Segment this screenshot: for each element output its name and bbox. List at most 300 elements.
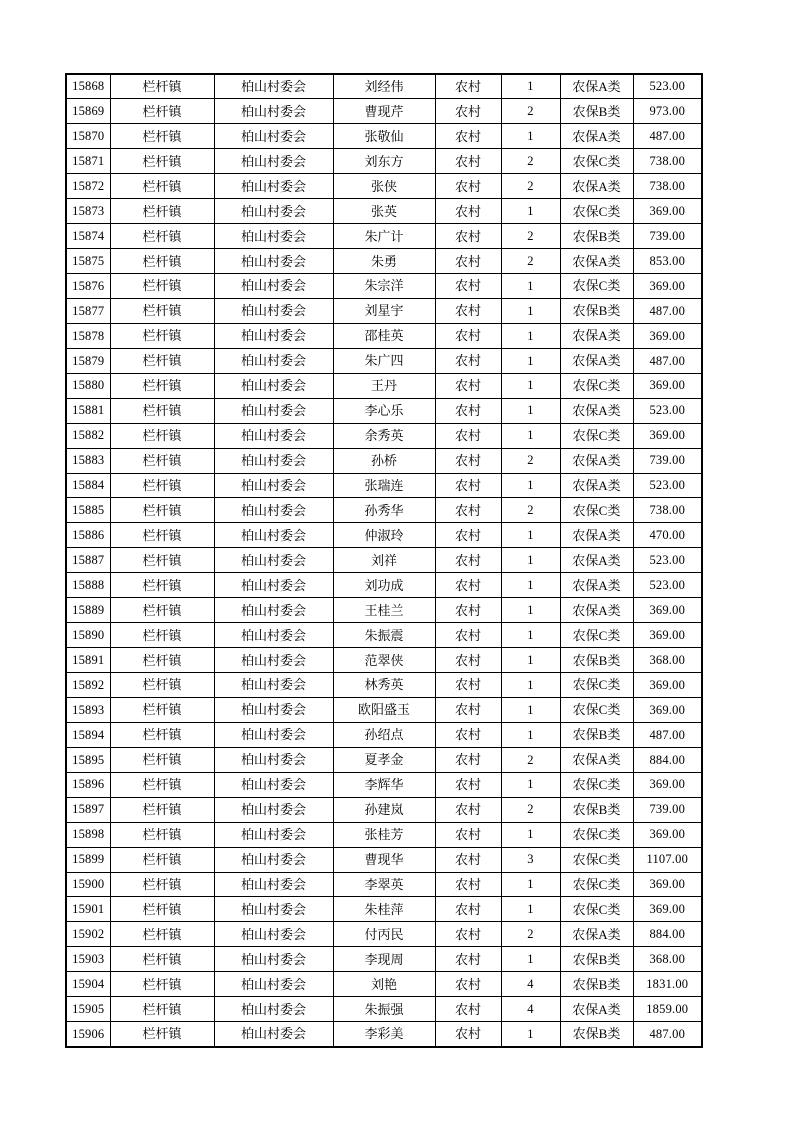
cell-person-name: 孙绍点: [333, 722, 435, 747]
cell-town: 栏杆镇: [110, 149, 214, 174]
cell-amount: 369.00: [633, 373, 702, 398]
cell-amount: 369.00: [633, 673, 702, 698]
cell-village-committee: 柏山村委会: [214, 997, 333, 1022]
cell-person-count: 2: [501, 149, 560, 174]
cell-person-count: 1: [501, 772, 560, 797]
cell-person-name: 朱广计: [333, 224, 435, 249]
cell-person-count: 1: [501, 523, 560, 548]
cell-person-count: 2: [501, 922, 560, 947]
cell-household-type: 农村: [435, 922, 501, 947]
cell-village-committee: 柏山村委会: [214, 124, 333, 149]
cell-person-count: 1: [501, 423, 560, 448]
cell-amount: 884.00: [633, 747, 702, 772]
cell-village-committee: 柏山村委会: [214, 747, 333, 772]
cell-person-count: 1: [501, 348, 560, 373]
cell-sequence-number: 15894: [66, 722, 110, 747]
cell-sequence-number: 15877: [66, 298, 110, 323]
cell-insurance-category: 农保A类: [560, 348, 633, 373]
cell-amount: 487.00: [633, 1022, 702, 1047]
cell-town: 栏杆镇: [110, 747, 214, 772]
cell-amount: 523.00: [633, 573, 702, 598]
cell-village-committee: 柏山村委会: [214, 872, 333, 897]
cell-household-type: 农村: [435, 722, 501, 747]
cell-person-name: 曹现华: [333, 847, 435, 872]
cell-insurance-category: 农保A类: [560, 473, 633, 498]
cell-household-type: 农村: [435, 323, 501, 348]
cell-village-committee: 柏山村委会: [214, 548, 333, 573]
table-row: [66, 673, 702, 698]
cell-person-count: 1: [501, 573, 560, 598]
cell-person-name: 张瑞连: [333, 473, 435, 498]
cell-insurance-category: 农保C类: [560, 897, 633, 922]
cell-person-count: 1: [501, 648, 560, 673]
cell-person-name: 夏孝金: [333, 747, 435, 772]
cell-town: 栏杆镇: [110, 648, 214, 673]
cell-insurance-category: 农保A类: [560, 523, 633, 548]
cell-town: 栏杆镇: [110, 298, 214, 323]
cell-town: 栏杆镇: [110, 423, 214, 448]
cell-insurance-category: 农保B类: [560, 648, 633, 673]
table-row: [66, 548, 702, 573]
cell-person-name: 刘经伟: [333, 74, 435, 99]
cell-person-count: 1: [501, 697, 560, 722]
cell-town: 栏杆镇: [110, 897, 214, 922]
cell-household-type: 农村: [435, 448, 501, 473]
cell-sequence-number: 15906: [66, 1022, 110, 1047]
cell-household-type: 农村: [435, 423, 501, 448]
cell-person-count: 1: [501, 822, 560, 847]
table-row: [66, 997, 702, 1022]
cell-person-count: 2: [501, 797, 560, 822]
cell-household-type: 农村: [435, 697, 501, 722]
cell-amount: 369.00: [633, 772, 702, 797]
cell-person-count: 1: [501, 274, 560, 299]
cell-insurance-category: 农保C类: [560, 872, 633, 897]
cell-household-type: 农村: [435, 822, 501, 847]
table-row: [66, 124, 702, 149]
table-row: [66, 897, 702, 922]
table-row: [66, 373, 702, 398]
cell-town: 栏杆镇: [110, 174, 214, 199]
cell-sequence-number: 15872: [66, 174, 110, 199]
cell-household-type: 农村: [435, 648, 501, 673]
cell-town: 栏杆镇: [110, 523, 214, 548]
cell-household-type: 农村: [435, 298, 501, 323]
cell-person-count: 3: [501, 847, 560, 872]
cell-person-name: 刘东方: [333, 149, 435, 174]
cell-town: 栏杆镇: [110, 498, 214, 523]
cell-household-type: 农村: [435, 623, 501, 648]
cell-person-count: 2: [501, 448, 560, 473]
cell-insurance-category: 农保A类: [560, 922, 633, 947]
cell-sequence-number: 15869: [66, 99, 110, 124]
table-row: [66, 847, 702, 872]
cell-amount: 1859.00: [633, 997, 702, 1022]
cell-person-count: 1: [501, 722, 560, 747]
cell-amount: 853.00: [633, 249, 702, 274]
cell-town: 栏杆镇: [110, 847, 214, 872]
cell-sequence-number: 15873: [66, 199, 110, 224]
cell-village-committee: 柏山村委会: [214, 224, 333, 249]
cell-town: 栏杆镇: [110, 872, 214, 897]
cell-person-name: 仲淑玲: [333, 523, 435, 548]
cell-person-name: 范翠侠: [333, 648, 435, 673]
cell-village-committee: 柏山村委会: [214, 323, 333, 348]
cell-household-type: 农村: [435, 199, 501, 224]
cell-person-count: 1: [501, 548, 560, 573]
table-row: [66, 722, 702, 747]
cell-household-type: 农村: [435, 99, 501, 124]
cell-village-committee: 柏山村委会: [214, 274, 333, 299]
cell-household-type: 农村: [435, 997, 501, 1022]
cell-person-name: 张桂芳: [333, 822, 435, 847]
cell-amount: 369.00: [633, 623, 702, 648]
cell-insurance-category: 农保A类: [560, 598, 633, 623]
cell-person-name: 朱广四: [333, 348, 435, 373]
cell-person-count: 1: [501, 323, 560, 348]
cell-amount: 884.00: [633, 922, 702, 947]
cell-person-count: 1: [501, 598, 560, 623]
table-row: [66, 598, 702, 623]
cell-insurance-category: 农保C类: [560, 423, 633, 448]
table-body: [66, 74, 702, 1047]
table-row: [66, 398, 702, 423]
cell-household-type: 农村: [435, 1022, 501, 1047]
cell-insurance-category: 农保A类: [560, 124, 633, 149]
table-row: [66, 872, 702, 897]
cell-village-committee: 柏山村委会: [214, 74, 333, 99]
cell-amount: 369.00: [633, 323, 702, 348]
cell-village-committee: 柏山村委会: [214, 573, 333, 598]
cell-amount: 1831.00: [633, 972, 702, 997]
cell-village-committee: 柏山村委会: [214, 473, 333, 498]
cell-town: 栏杆镇: [110, 398, 214, 423]
cell-person-name: 余秀英: [333, 423, 435, 448]
table-row: [66, 922, 702, 947]
cell-village-committee: 柏山村委会: [214, 298, 333, 323]
cell-person-name: 王桂兰: [333, 598, 435, 623]
cell-household-type: 农村: [435, 847, 501, 872]
cell-insurance-category: 农保A类: [560, 997, 633, 1022]
cell-person-count: 2: [501, 224, 560, 249]
cell-household-type: 农村: [435, 947, 501, 972]
cell-town: 栏杆镇: [110, 922, 214, 947]
cell-person-name: 张英: [333, 199, 435, 224]
cell-village-committee: 柏山村委会: [214, 897, 333, 922]
cell-village-committee: 柏山村委会: [214, 722, 333, 747]
cell-person-count: 4: [501, 972, 560, 997]
cell-person-name: 朱振强: [333, 997, 435, 1022]
table-row: [66, 747, 702, 772]
cell-village-committee: 柏山村委会: [214, 673, 333, 698]
cell-sequence-number: 15899: [66, 847, 110, 872]
cell-sequence-number: 15871: [66, 149, 110, 174]
cell-sequence-number: 15878: [66, 323, 110, 348]
cell-town: 栏杆镇: [110, 99, 214, 124]
cell-sequence-number: 15900: [66, 872, 110, 897]
cell-person-count: 1: [501, 1022, 560, 1047]
cell-person-count: 1: [501, 124, 560, 149]
cell-sequence-number: 15868: [66, 74, 110, 99]
cell-person-name: 刘祥: [333, 548, 435, 573]
cell-household-type: 农村: [435, 972, 501, 997]
cell-amount: 369.00: [633, 697, 702, 722]
cell-person-name: 李翠英: [333, 872, 435, 897]
cell-household-type: 农村: [435, 523, 501, 548]
cell-town: 栏杆镇: [110, 623, 214, 648]
cell-insurance-category: 农保A类: [560, 548, 633, 573]
cell-village-committee: 柏山村委会: [214, 972, 333, 997]
table-row: [66, 298, 702, 323]
cell-household-type: 农村: [435, 797, 501, 822]
cell-person-name: 朱宗洋: [333, 274, 435, 299]
cell-sequence-number: 15901: [66, 897, 110, 922]
cell-person-name: 刘功成: [333, 573, 435, 598]
cell-village-committee: 柏山村委会: [214, 1022, 333, 1047]
cell-town: 栏杆镇: [110, 598, 214, 623]
cell-household-type: 农村: [435, 74, 501, 99]
table-row: [66, 74, 702, 99]
cell-household-type: 农村: [435, 249, 501, 274]
cell-town: 栏杆镇: [110, 573, 214, 598]
cell-town: 栏杆镇: [110, 323, 214, 348]
cell-household-type: 农村: [435, 274, 501, 299]
cell-person-count: 2: [501, 747, 560, 772]
cell-village-committee: 柏山村委会: [214, 772, 333, 797]
cell-village-committee: 柏山村委会: [214, 623, 333, 648]
cell-person-name: 刘星宇: [333, 298, 435, 323]
cell-insurance-category: 农保C类: [560, 673, 633, 698]
cell-amount: 739.00: [633, 797, 702, 822]
cell-insurance-category: 农保C类: [560, 847, 633, 872]
cell-insurance-category: 农保B类: [560, 722, 633, 747]
cell-person-name: 孙桥: [333, 448, 435, 473]
table-row: [66, 772, 702, 797]
table-row: [66, 1022, 702, 1047]
cell-insurance-category: 农保C类: [560, 373, 633, 398]
cell-town: 栏杆镇: [110, 772, 214, 797]
table-row: [66, 697, 702, 722]
cell-town: 栏杆镇: [110, 1022, 214, 1047]
cell-village-committee: 柏山村委会: [214, 523, 333, 548]
cell-person-name: 邵桂英: [333, 323, 435, 348]
cell-person-name: 王丹: [333, 373, 435, 398]
table-row: [66, 523, 702, 548]
cell-amount: 369.00: [633, 274, 702, 299]
cell-village-committee: 柏山村委会: [214, 199, 333, 224]
table-row: [66, 498, 702, 523]
cell-person-count: 1: [501, 398, 560, 423]
cell-amount: 973.00: [633, 99, 702, 124]
cell-person-name: 张敬仙: [333, 124, 435, 149]
cell-town: 栏杆镇: [110, 673, 214, 698]
cell-sequence-number: 15882: [66, 423, 110, 448]
cell-person-count: 1: [501, 373, 560, 398]
table-row: [66, 99, 702, 124]
cell-sequence-number: 15897: [66, 797, 110, 822]
cell-sequence-number: 15888: [66, 573, 110, 598]
cell-person-count: 4: [501, 997, 560, 1022]
cell-household-type: 农村: [435, 348, 501, 373]
table-row: [66, 199, 702, 224]
cell-village-committee: 柏山村委会: [214, 648, 333, 673]
cell-town: 栏杆镇: [110, 997, 214, 1022]
cell-person-count: 2: [501, 249, 560, 274]
cell-village-committee: 柏山村委会: [214, 149, 333, 174]
cell-village-committee: 柏山村委会: [214, 373, 333, 398]
cell-household-type: 农村: [435, 124, 501, 149]
cell-insurance-category: 农保B类: [560, 298, 633, 323]
cell-person-name: 付丙民: [333, 922, 435, 947]
cell-insurance-category: 农保A类: [560, 174, 633, 199]
cell-sequence-number: 15902: [66, 922, 110, 947]
cell-amount: 369.00: [633, 872, 702, 897]
cell-town: 栏杆镇: [110, 448, 214, 473]
cell-amount: 487.00: [633, 348, 702, 373]
cell-sequence-number: 15887: [66, 548, 110, 573]
cell-person-name: 孙建岚: [333, 797, 435, 822]
table-row: [66, 448, 702, 473]
table-row: [66, 473, 702, 498]
cell-village-committee: 柏山村委会: [214, 697, 333, 722]
cell-sequence-number: 15898: [66, 822, 110, 847]
table-row: [66, 149, 702, 174]
cell-insurance-category: 农保B类: [560, 797, 633, 822]
cell-person-name: 李现周: [333, 947, 435, 972]
cell-village-committee: 柏山村委会: [214, 448, 333, 473]
cell-person-name: 张侠: [333, 174, 435, 199]
cell-insurance-category: 农保A类: [560, 448, 633, 473]
cell-sequence-number: 15893: [66, 697, 110, 722]
cell-town: 栏杆镇: [110, 274, 214, 299]
cell-village-committee: 柏山村委会: [214, 922, 333, 947]
cell-insurance-category: 农保C类: [560, 199, 633, 224]
cell-person-count: 1: [501, 673, 560, 698]
cell-person-count: 1: [501, 199, 560, 224]
cell-household-type: 农村: [435, 473, 501, 498]
cell-amount: 487.00: [633, 298, 702, 323]
cell-person-name: 欧阳盛玉: [333, 697, 435, 722]
cell-person-count: 1: [501, 947, 560, 972]
cell-town: 栏杆镇: [110, 124, 214, 149]
cell-village-committee: 柏山村委会: [214, 498, 333, 523]
cell-person-name: 林秀英: [333, 673, 435, 698]
cell-village-committee: 柏山村委会: [214, 822, 333, 847]
cell-insurance-category: 农保A类: [560, 323, 633, 348]
cell-town: 栏杆镇: [110, 348, 214, 373]
cell-amount: 739.00: [633, 224, 702, 249]
cell-person-name: 朱振震: [333, 623, 435, 648]
cell-amount: 738.00: [633, 498, 702, 523]
cell-household-type: 农村: [435, 897, 501, 922]
cell-insurance-category: 农保C类: [560, 274, 633, 299]
cell-insurance-category: 农保C类: [560, 623, 633, 648]
cell-village-committee: 柏山村委会: [214, 598, 333, 623]
cell-insurance-category: 农保A类: [560, 747, 633, 772]
table-row: [66, 323, 702, 348]
cell-sequence-number: 15892: [66, 673, 110, 698]
table-row: [66, 249, 702, 274]
cell-sequence-number: 15889: [66, 598, 110, 623]
cell-amount: 523.00: [633, 473, 702, 498]
cell-sequence-number: 15896: [66, 772, 110, 797]
cell-town: 栏杆镇: [110, 74, 214, 99]
cell-amount: 487.00: [633, 722, 702, 747]
cell-amount: 487.00: [633, 124, 702, 149]
cell-sequence-number: 15884: [66, 473, 110, 498]
cell-village-committee: 柏山村委会: [214, 423, 333, 448]
cell-sequence-number: 15903: [66, 947, 110, 972]
table-row: [66, 822, 702, 847]
cell-person-name: 朱勇: [333, 249, 435, 274]
cell-amount: 739.00: [633, 448, 702, 473]
table-row: [66, 972, 702, 997]
cell-insurance-category: 农保B类: [560, 947, 633, 972]
cell-person-name: 曹现芹: [333, 99, 435, 124]
cell-town: 栏杆镇: [110, 473, 214, 498]
cell-amount: 523.00: [633, 548, 702, 573]
table-row: [66, 224, 702, 249]
cell-sequence-number: 15883: [66, 448, 110, 473]
cell-town: 栏杆镇: [110, 224, 214, 249]
cell-sequence-number: 15876: [66, 274, 110, 299]
cell-household-type: 农村: [435, 548, 501, 573]
cell-town: 栏杆镇: [110, 697, 214, 722]
cell-household-type: 农村: [435, 573, 501, 598]
cell-amount: 470.00: [633, 523, 702, 548]
cell-sequence-number: 15890: [66, 623, 110, 648]
table-row: [66, 348, 702, 373]
cell-amount: 523.00: [633, 398, 702, 423]
table-row: [66, 947, 702, 972]
cell-person-name: 朱桂萍: [333, 897, 435, 922]
cell-insurance-category: 农保A类: [560, 573, 633, 598]
cell-town: 栏杆镇: [110, 722, 214, 747]
cell-person-count: 1: [501, 298, 560, 323]
cell-insurance-category: 农保C类: [560, 498, 633, 523]
table-row: [66, 648, 702, 673]
cell-town: 栏杆镇: [110, 972, 214, 997]
cell-person-count: 1: [501, 872, 560, 897]
cell-town: 栏杆镇: [110, 947, 214, 972]
cell-household-type: 农村: [435, 747, 501, 772]
table-row: [66, 623, 702, 648]
cell-village-committee: 柏山村委会: [214, 249, 333, 274]
cell-insurance-category: 农保C类: [560, 822, 633, 847]
cell-amount: 369.00: [633, 822, 702, 847]
cell-village-committee: 柏山村委会: [214, 797, 333, 822]
cell-town: 栏杆镇: [110, 199, 214, 224]
cell-insurance-category: 农保B类: [560, 99, 633, 124]
cell-village-committee: 柏山村委会: [214, 99, 333, 124]
cell-amount: 1107.00: [633, 847, 702, 872]
cell-insurance-category: 农保B类: [560, 224, 633, 249]
cell-insurance-category: 农保C类: [560, 772, 633, 797]
cell-amount: 738.00: [633, 174, 702, 199]
cell-town: 栏杆镇: [110, 548, 214, 573]
cell-person-name: 李心乐: [333, 398, 435, 423]
cell-sequence-number: 15881: [66, 398, 110, 423]
cell-household-type: 农村: [435, 149, 501, 174]
cell-village-committee: 柏山村委会: [214, 348, 333, 373]
table-row: [66, 174, 702, 199]
cell-household-type: 农村: [435, 598, 501, 623]
cell-sequence-number: 15891: [66, 648, 110, 673]
cell-sequence-number: 15885: [66, 498, 110, 523]
cell-household-type: 农村: [435, 498, 501, 523]
cell-insurance-category: 农保A类: [560, 249, 633, 274]
cell-person-name: 刘艳: [333, 972, 435, 997]
